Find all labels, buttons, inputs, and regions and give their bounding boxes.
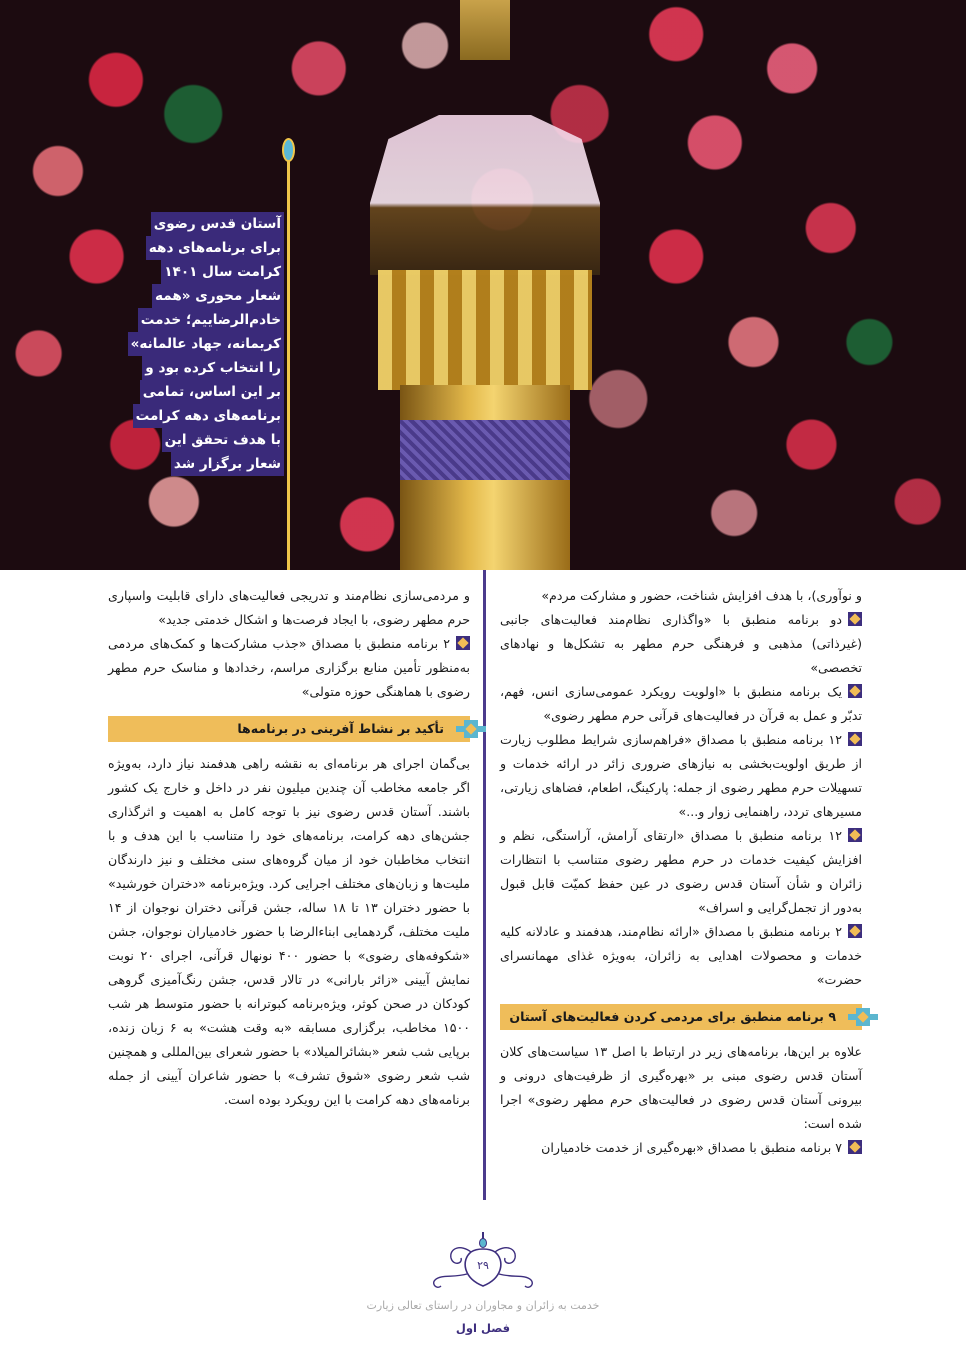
- pull-quote-line: خادم‌الرضاییم؛ خدمت: [138, 308, 284, 332]
- heading-ornament-icon: [456, 720, 486, 738]
- right-column: [500, 584, 862, 1160]
- pull-quote-line: آستان قدس رضوی: [151, 212, 284, 236]
- running-footer-tagline: خدمت به زائران و مجاوران در راستای تعالی زیارت: [366, 1299, 600, 1312]
- section-heading-popularization: [500, 1004, 862, 1030]
- pull-quote-row: [128, 284, 284, 308]
- page-number: ۲۹: [477, 1259, 489, 1272]
- section-heading-vitality: [108, 716, 470, 742]
- pull-quote-line: برنامه‌های دهه کرامت: [133, 404, 284, 428]
- bullet-item: [500, 680, 862, 728]
- pull-quote-row: [128, 212, 284, 236]
- left-intro-text: و مردمی‌سازی نظام‌مند و تدریجی فعالیت‌های دارای قابلیت واسپاری حرم مطهر رضوی، با ایجاد فرصت‌ها و اشکال خدمتی جدید»: [108, 588, 470, 627]
- pull-quote-row: [128, 332, 284, 356]
- bullet-item: [500, 824, 862, 920]
- bullet-text: ۱۲ برنامه منطبق با مصداق «ارتقای آرامش، آراستگی، نظم و افزایش کیفیت خدمات در حرم مطهر رضوی متناسب با انتظارات زائران و شأن آستان قدس رضوی در عین حفظ کمیّت قابل قبول به‌دور از تجمل‌گرایی و اسراف»: [500, 828, 862, 915]
- decorative-bud-icon: [282, 138, 295, 162]
- pull-quote-row: [128, 404, 284, 428]
- section-heading-text: ۹ برنامه منطبق برای مردمی کردن فعالیت‌های آستان: [509, 1009, 836, 1024]
- bullet-item: [500, 728, 862, 824]
- pull-quote-line: با هدف تحقق این: [162, 428, 284, 452]
- pull-quote-row: [128, 308, 284, 332]
- pull-quote: [128, 212, 284, 476]
- pull-quote-line: شعار محوری «همه: [152, 284, 284, 308]
- section-heading-text: تأکید بر نشاط آفرینی در برنامه‌ها: [237, 721, 444, 736]
- left-column: [108, 584, 470, 1112]
- pull-quote-row: [128, 380, 284, 404]
- pull-quote-line: بر این اساس، تمامی: [140, 380, 284, 404]
- pull-quote-row: [128, 452, 284, 476]
- bullet-item: [108, 632, 470, 704]
- bullet-text: یک برنامه منطبق با «اولویت رویکرد عمومی‌سازی انس، فهم، تدبّر و عمل به قرآن در فعالیت‌های قرآنی حرم مطهر رضوی»: [500, 684, 862, 723]
- bullet-text: دو برنامه منطبق با «واگذاری نظام‌مند فعالیت‌های جانبی (غیرذاتی) مذهبی و فرهنگی حرم مطهر به تشکل‌ها و نهادهای تخصصی»: [500, 612, 862, 675]
- bullet-item: [500, 1136, 862, 1160]
- pull-quote-row: [128, 260, 284, 284]
- pull-quote-row: [128, 236, 284, 260]
- diamond-bullet-icon: [456, 636, 470, 650]
- right-intro-text: و نوآوری)، با هدف افزایش شناخت، حضور و مشارکت مردم»: [541, 588, 862, 603]
- pull-quote-line: برای برنامه‌های دهه: [146, 236, 284, 260]
- minaret-balcony: [370, 115, 600, 275]
- minaret-muqarnas: [378, 270, 592, 390]
- diamond-bullet-icon: [848, 684, 862, 698]
- bullet-item: [500, 920, 862, 992]
- chapter-label: فصل اول: [455, 1321, 511, 1335]
- bullet-item: [500, 608, 862, 680]
- hero-photo: [0, 0, 966, 570]
- bullet-text: ۲ برنامه منطبق با مصداق «جذب مشارکت‌ها و کمک‌های مردمی به‌منظور تأمین منابع برگزاری مراسم، رخدادها و مناسک حرم مطهر رضوی با هماهنگی حوزه متولی»: [108, 636, 470, 699]
- bullet-text: ۲ برنامه منطبق با مصداق «ارائه نظام‌مند، هدفمند و عادلانه کلیه خدمات و محصولات اهدایی به زائران، به‌ویژه غذای مهمانسرای حضرت»: [500, 924, 862, 987]
- diamond-bullet-icon: [848, 828, 862, 842]
- pull-quote-line: را انتخاب کرده بود و: [142, 356, 284, 380]
- pull-quote-line: کریمانه، جهاد عالمانه»: [128, 332, 284, 356]
- column-divider: [483, 570, 486, 1200]
- pull-quote-row: [128, 356, 284, 380]
- left-paragraph: بی‌گمان اجرای هر برنامه‌ای به نقشه راهی هدفمند نیاز دارد، به‌ویژه اگر جامعه مخاطب آن چندین میلیون نفر در داخل و خارج یک کشور باشند. آستان قدس رضوی نیز با توجه کامل به اهمیت و اثرگذاری جشن‌های دهه کرامت، برنامه‌های خود را متناسب با این هدف و با انتخاب مخاطبان خود از میان گروه‌های سنی مختلف و نیز دارندگان ملیت‌ها و زبان‌های مختلف اجرایی کرد. ویژه‌برنامه «دختران خورشید» با حضور دختران ۱۳ تا ۱۸ ساله، جشن قرآنی دختران نوجوان از ۱۴ ملیت مختلف، گردهمایی ابناءالرضا با حضور خادمیاران نوجوان، جشن «شکوفه‌های رضوی» با حضور ۴۰۰ نونهال قرآنی، اجرای ۲۰ نوبت نمایش آیینی «زائر بارانی» در تالار قدس، جشن رنگ‌آمیزی گروهی کودکان در صحن کوثر، ویژه‌برنامه کبوترانه با حضور متوسط هر شب ۱۵۰۰ مخاطب، برگزاری مسابقه «به وقت هشت» به ۶ زبان زنده، برپایی شب شعر «بشائرالمیلاد» با حضور شعرای بین‌المللی و همچنین شب شعر رضوی «شوق تشرف» با حضور شاعران آیینی از جمله برنامه‌های دهه کرامت با این رویکرد بوده است.: [108, 756, 470, 1107]
- diamond-bullet-icon: [848, 732, 862, 746]
- right-paragraph: علاوه بر این‌ها، برنامه‌های زیر در ارتباط با اصل ۱۳ سیاست‌های کلان آستان قدس رضوی مبنی بر «بهره‌گیری از ظرفیت‌های درونی و بیرونی آستان قدس رضوی در فعالیت‌های حرم مطهر رضوی» اجرا شده است:: [500, 1044, 863, 1131]
- diamond-bullet-icon: [848, 1140, 862, 1154]
- decorative-stem-line: [287, 150, 290, 570]
- diamond-bullet-icon: [848, 612, 862, 626]
- minaret-illustration: [370, 0, 600, 570]
- pull-quote-line: کرامت سال ۱۴۰۱: [161, 260, 284, 284]
- bullet-text: ۱۲ برنامه منطبق با مصداق «فراهم‌سازی شرایط مطلوب زیارت از طریق اولویت‌بخشی به نیازهای ضروری زائر در ارائه خدمات و تسهیلات حرم مطهر رضوی از جمله: پارکینگ، اطعام، فضاهای زیارتی، مسیرهای تردد، راهنمایی زوار و...»: [500, 732, 862, 819]
- heading-ornament-icon: [848, 1008, 878, 1026]
- bullet-text: ۷ برنامه منطبق با مصداق «بهره‌گیری از خدمت خادمیاران: [541, 1140, 842, 1155]
- minaret-tile-band: [400, 420, 570, 480]
- pull-quote-line: شعار برگزار شد: [171, 452, 284, 476]
- minaret-spire: [460, 0, 510, 60]
- diamond-bullet-icon: [848, 924, 862, 938]
- pull-quote-row: [128, 428, 284, 452]
